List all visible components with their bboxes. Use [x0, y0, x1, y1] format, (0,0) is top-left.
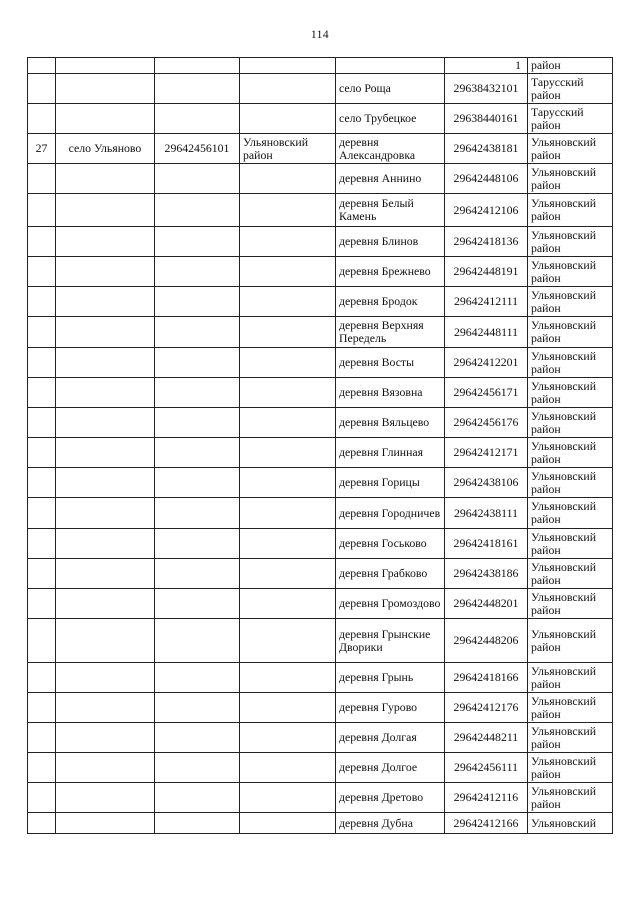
cell-settlement-name: деревня Брежнево	[336, 257, 445, 287]
cell-main-oktmo	[155, 559, 240, 589]
cell-settlement-name: село Трубецкое	[336, 104, 445, 134]
cell-main-oktmo	[155, 723, 240, 753]
cell-main-district: Ульяновский район	[240, 134, 336, 164]
cell-number: 27	[28, 134, 56, 164]
cell-oktmo: 29642412201	[445, 348, 528, 378]
cell-oktmo: 29642412106	[445, 194, 528, 227]
cell-district: Ульяновский район	[528, 783, 613, 813]
cell-district: Тарусский район	[528, 74, 613, 104]
table-row	[28, 813, 613, 834]
cell-main-district	[240, 317, 336, 348]
cell-main-oktmo	[155, 104, 240, 134]
cell-oktmo: 29642448206	[445, 619, 528, 663]
cell-settlement-name: село Роща	[336, 74, 445, 104]
cell-main-district	[240, 559, 336, 589]
cell-oktmo: 29642438106	[445, 468, 528, 498]
cell-oktmo: 29642412176	[445, 693, 528, 723]
cell-main-settlement	[56, 693, 155, 723]
cell-main-settlement	[56, 438, 155, 468]
cell-district: Ульяновский район	[528, 408, 613, 438]
cell-main-settlement	[56, 498, 155, 529]
table-row	[28, 753, 613, 783]
table-row	[28, 408, 613, 438]
cell-district: Ульяновский район	[528, 164, 613, 194]
table-row	[28, 227, 613, 257]
cell-main-settlement	[56, 227, 155, 257]
table-row	[28, 723, 613, 753]
cell-main-settlement	[56, 408, 155, 438]
cell-main-settlement	[56, 348, 155, 378]
cell-oktmo: 29642412116	[445, 783, 528, 813]
cell-oktmo: 29642448111	[445, 317, 528, 348]
cell-main-oktmo	[155, 194, 240, 227]
cell-number	[28, 753, 56, 783]
cell-main-settlement	[56, 663, 155, 693]
table-row	[28, 438, 613, 468]
cell-main-district	[240, 408, 336, 438]
cell-oktmo: 29642456171	[445, 378, 528, 408]
cell-settlement-name: деревня Дубна	[336, 813, 445, 834]
cell-settlement-name: деревня Дретово	[336, 783, 445, 813]
cell-main-district	[240, 663, 336, 693]
cell-main-district	[240, 529, 336, 559]
cell-main-settlement	[56, 753, 155, 783]
cell-main-oktmo	[155, 287, 240, 317]
cell-main-district	[240, 348, 336, 378]
cell-number	[28, 498, 56, 529]
cell-district: Ульяновский район	[528, 378, 613, 408]
cell-number	[28, 619, 56, 663]
cell-main-district	[240, 74, 336, 104]
cell-number	[28, 164, 56, 194]
cell-settlement-name: деревня Громоздово	[336, 589, 445, 619]
cell-oktmo: 29638432101	[445, 74, 528, 104]
cell-district: Ульяновский район	[528, 468, 613, 498]
cell-main-settlement	[56, 529, 155, 559]
table-row	[28, 663, 613, 693]
cell-number	[28, 104, 56, 134]
cell-settlement-name: деревня Грынь	[336, 663, 445, 693]
cell-main-oktmo	[155, 529, 240, 559]
cell-main-oktmo	[155, 589, 240, 619]
cell-main-district	[240, 378, 336, 408]
table-row	[28, 498, 613, 529]
cell-district: Тарусский район	[528, 104, 613, 134]
cell-settlement-name: деревня Грабково	[336, 559, 445, 589]
cell-oktmo: 29642412166	[445, 813, 528, 834]
cell-number	[28, 287, 56, 317]
cell-main-oktmo	[155, 783, 240, 813]
cell-number	[28, 74, 56, 104]
cell-main-settlement	[56, 58, 155, 74]
cell-main-settlement	[56, 317, 155, 348]
cell-district: Ульяновский район	[528, 227, 613, 257]
table-row	[28, 348, 613, 378]
cell-district: Ульяновский район	[528, 693, 613, 723]
cell-main-settlement	[56, 559, 155, 589]
cell-oktmo: 29642448201	[445, 589, 528, 619]
cell-main-district	[240, 164, 336, 194]
cell-oktmo: 29642418161	[445, 529, 528, 559]
cell-main-district	[240, 589, 336, 619]
cell-district: Ульяновский район	[528, 438, 613, 468]
cell-number	[28, 257, 56, 287]
cell-main-settlement	[56, 104, 155, 134]
cell-oktmo: 29642448106	[445, 164, 528, 194]
cell-settlement-name: деревня Вязовна	[336, 378, 445, 408]
cell-district: Ульяновский район	[528, 194, 613, 227]
cell-main-district	[240, 813, 336, 834]
cell-main-district	[240, 104, 336, 134]
cell-main-oktmo	[155, 164, 240, 194]
cell-district: Ульяновский район	[528, 498, 613, 529]
cell-oktmo-fragment: 1	[445, 58, 528, 74]
cell-number	[28, 589, 56, 619]
table-row	[28, 468, 613, 498]
cell-main-settlement	[56, 164, 155, 194]
cell-settlement-name: деревня Долгая	[336, 723, 445, 753]
cell-district: Ульяновский район	[528, 348, 613, 378]
cell-main-oktmo	[155, 348, 240, 378]
cell-oktmo: 29642448191	[445, 257, 528, 287]
cell-settlement-name: деревня Гурово	[336, 693, 445, 723]
cell-district: Ульяновский	[528, 813, 613, 834]
cell-district: Ульяновский район	[528, 287, 613, 317]
cell-main-settlement	[56, 783, 155, 813]
cell-number	[28, 813, 56, 834]
cell-settlement-name: деревня Долгое	[336, 753, 445, 783]
cell-main-district	[240, 783, 336, 813]
table-row	[28, 74, 613, 104]
cell-district: Ульяновский район	[528, 753, 613, 783]
cell-oktmo: 29642438111	[445, 498, 528, 529]
cell-main-oktmo	[155, 813, 240, 834]
cell-main-settlement	[56, 589, 155, 619]
cell-number	[28, 58, 56, 74]
cell-settlement-name: деревня Белый Камень	[336, 194, 445, 227]
cell-main-settlement	[56, 378, 155, 408]
table-row	[28, 257, 613, 287]
cell-main-oktmo	[155, 498, 240, 529]
table-row	[28, 378, 613, 408]
cell-district: Ульяновский район	[528, 529, 613, 559]
cell-main-district	[240, 723, 336, 753]
cell-main-oktmo	[155, 58, 240, 74]
cell-district: Ульяновский район	[528, 559, 613, 589]
cell-number	[28, 663, 56, 693]
table-row	[28, 619, 613, 663]
cell-main-district	[240, 693, 336, 723]
cell-district: Ульяновский район	[528, 619, 613, 663]
cell-main-district	[240, 468, 336, 498]
cell-district: Ульяновский район	[528, 663, 613, 693]
cell-number	[28, 559, 56, 589]
cell-main-settlement	[56, 619, 155, 663]
table-row	[28, 559, 613, 589]
cell-district: Ульяновский район	[528, 589, 613, 619]
cell-main-district	[240, 753, 336, 783]
cell-main-oktmo	[155, 468, 240, 498]
cell-main-settlement: село Ульяново	[56, 134, 155, 164]
cell-settlement-name: деревня Городничев	[336, 498, 445, 529]
cell-district: Ульяновский район	[528, 723, 613, 753]
cell-number	[28, 227, 56, 257]
cell-settlement-name: деревня Госьково	[336, 529, 445, 559]
table-row	[28, 317, 613, 348]
cell-main-oktmo	[155, 227, 240, 257]
cell-main-oktmo	[155, 74, 240, 104]
table-row	[28, 134, 613, 164]
cell-settlement-name: деревня Вяльцево	[336, 408, 445, 438]
cell-main-oktmo	[155, 693, 240, 723]
cell-main-district	[240, 257, 336, 287]
cell-settlement-name: деревня Верхняя Передель	[336, 317, 445, 348]
cell-main-oktmo	[155, 257, 240, 287]
cell-main-oktmo	[155, 408, 240, 438]
table-row-continuation	[28, 58, 613, 74]
cell-settlement-name: деревня Восты	[336, 348, 445, 378]
cell-oktmo: 29642438186	[445, 559, 528, 589]
cell-oktmo: 29642412171	[445, 438, 528, 468]
settlements-table	[27, 57, 613, 834]
cell-number	[28, 468, 56, 498]
cell-district: Ульяновский район	[528, 134, 613, 164]
cell-main-oktmo	[155, 619, 240, 663]
cell-settlement-name: деревня Блинов	[336, 227, 445, 257]
cell-settlement-name: деревня Горицы	[336, 468, 445, 498]
cell-settlement-name: деревня Бродок	[336, 287, 445, 317]
cell-number	[28, 693, 56, 723]
cell-main-settlement	[56, 194, 155, 227]
table-row	[28, 164, 613, 194]
cell-main-district	[240, 438, 336, 468]
cell-number	[28, 194, 56, 227]
table-row	[28, 693, 613, 723]
cell-main-settlement	[56, 74, 155, 104]
cell-main-settlement	[56, 287, 155, 317]
cell-number	[28, 529, 56, 559]
table-row	[28, 529, 613, 559]
cell-oktmo: 29642448211	[445, 723, 528, 753]
cell-main-oktmo	[155, 317, 240, 348]
cell-oktmo: 29642412111	[445, 287, 528, 317]
cell-number	[28, 783, 56, 813]
cell-main-district	[240, 498, 336, 529]
cell-settlement-name: деревня Аннино	[336, 164, 445, 194]
cell-settlement-name: деревня Глинная	[336, 438, 445, 468]
cell-number	[28, 348, 56, 378]
cell-number	[28, 408, 56, 438]
cell-oktmo: 29638440161	[445, 104, 528, 134]
cell-number	[28, 378, 56, 408]
cell-main-district	[240, 194, 336, 227]
cell-district: район	[528, 58, 613, 74]
cell-main-settlement	[56, 468, 155, 498]
page-number: 114	[310, 29, 330, 41]
cell-district: Ульяновский район	[528, 257, 613, 287]
cell-main-district	[240, 227, 336, 257]
cell-oktmo: 29642418136	[445, 227, 528, 257]
cell-main-oktmo	[155, 663, 240, 693]
cell-district: Ульяновский район	[528, 317, 613, 348]
cell-main-district	[240, 619, 336, 663]
cell-oktmo: 29642418166	[445, 663, 528, 693]
cell-number	[28, 438, 56, 468]
table-row	[28, 194, 613, 227]
cell-oktmo: 29642456111	[445, 753, 528, 783]
cell-oktmo: 29642438181	[445, 134, 528, 164]
cell-main-oktmo: 29642456101	[155, 134, 240, 164]
cell-main-oktmo	[155, 438, 240, 468]
cell-settlement-name: деревня Грынские Дворики	[336, 619, 445, 663]
cell-main-district	[240, 58, 336, 74]
cell-oktmo: 29642456176	[445, 408, 528, 438]
cell-main-settlement	[56, 257, 155, 287]
cell-settlement-name: деревня Александровка	[336, 134, 445, 164]
table-row	[28, 783, 613, 813]
cell-main-district	[240, 287, 336, 317]
cell-main-oktmo	[155, 753, 240, 783]
table-row	[28, 589, 613, 619]
cell-number	[28, 723, 56, 753]
cell-main-settlement	[56, 723, 155, 753]
cell-main-settlement	[56, 813, 155, 834]
table-row	[28, 287, 613, 317]
cell-settlement-name	[336, 58, 445, 74]
table-row	[28, 104, 613, 134]
cell-main-oktmo	[155, 378, 240, 408]
cell-number	[28, 317, 56, 348]
